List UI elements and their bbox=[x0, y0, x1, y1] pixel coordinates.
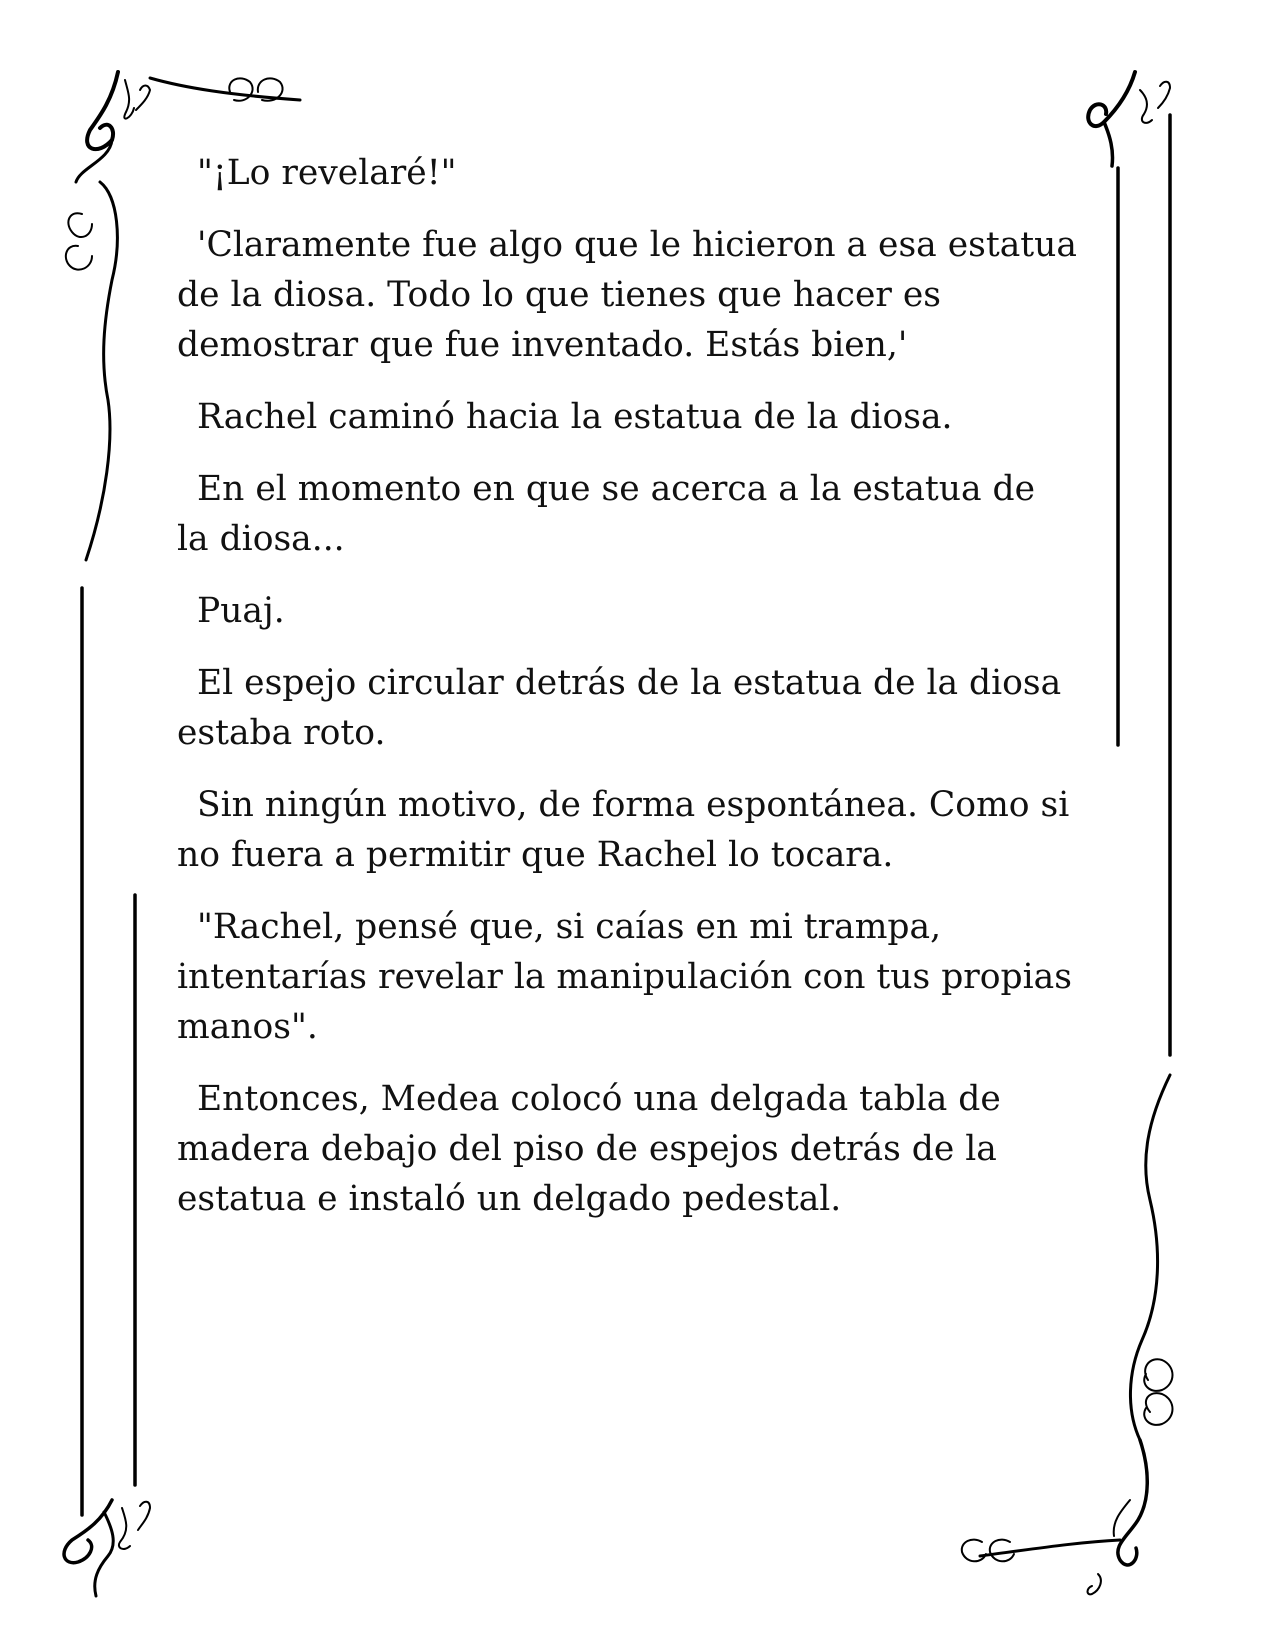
paragraph-9: Entonces, Medea colocó una delgada tabla de madera debajo del piso de espejos detrás de la estatua e instaló un delgado pedestal. bbox=[177, 1079, 1001, 1219]
paragraph-8: "Rachel, pensé que, si caías en mi trampa, intentarías revelar la manipulación con tus propias manos". bbox=[177, 907, 1072, 1047]
paragraph-3: Rachel caminó hacia la estatua de la diosa. bbox=[197, 397, 953, 437]
paragraph-4: En el momento en que se acerca a la estatua de la diosa... bbox=[177, 469, 1036, 559]
paragraph-1: "¡Lo revelaré!" bbox=[197, 153, 457, 193]
paragraph-5: Puaj. bbox=[197, 591, 285, 631]
top-right-flourish-icon bbox=[1088, 72, 1170, 166]
paragraph-7: Sin ningún motivo, de forma espontánea. Como si no fuera a permitir que Rachel lo tocara. bbox=[177, 785, 1070, 875]
paragraph-2: 'Claramente fue algo que le hicieron a esa estatua de la diosa. Todo lo que tienes que hacer es demostrar que fue inventado. Estás bien,' bbox=[177, 225, 1077, 365]
bottom-left-flourish-icon bbox=[64, 1500, 150, 1596]
paragraph-6: El espejo circular detrás de la estatua de la diosa estaba roto. bbox=[177, 663, 1062, 753]
document-body bbox=[177, 148, 1077, 1246]
